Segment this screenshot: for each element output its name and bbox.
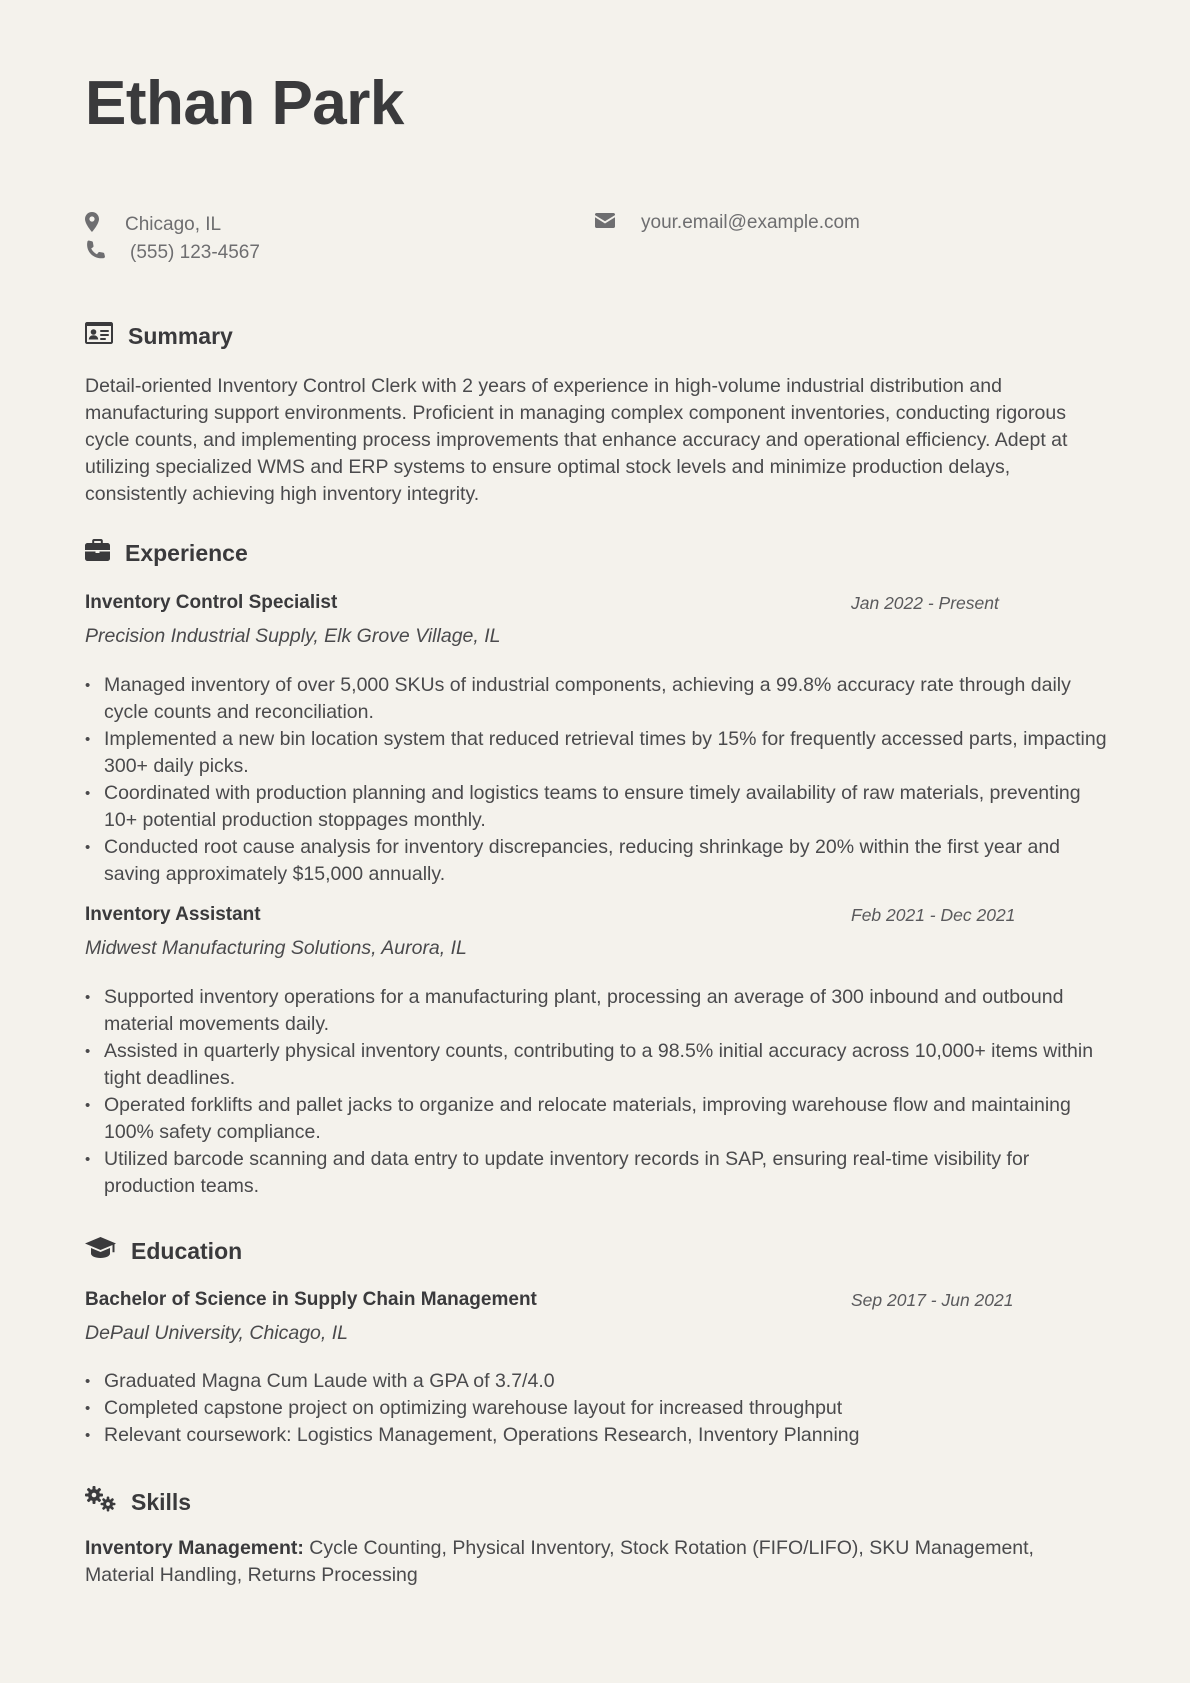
summary-heading <box>85 322 233 350</box>
skills-heading <box>85 1486 191 1518</box>
education-heading-text: Education <box>131 1237 243 1264</box>
list-item: • Graduated Magna Cum Laude with a GPA of 3.7/4.0 <box>85 1368 1107 1395</box>
email-text[interactable]: your.email@example.com <box>641 212 860 233</box>
summary-heading-text: Summary <box>128 322 233 349</box>
degree-title: Bachelor of Science in Supply Chain Management <box>85 1289 537 1310</box>
id-card-icon <box>85 322 128 350</box>
phone-text[interactable]: (555) 123-4567 <box>130 242 260 263</box>
skill-line <box>85 1535 1105 1589</box>
list-item: • Relevant coursework: Logistics Management, Operations Research, Inventory Planning <box>85 1422 1107 1449</box>
envelope-icon <box>595 212 641 234</box>
skills-heading-text: Skills <box>131 1488 192 1515</box>
list-item: • Implemented a new bin location system that reduced retrieval times by 15% for frequently accessed parts, impacting 300+ daily picks. <box>85 726 1107 780</box>
experience-heading <box>85 539 248 567</box>
skill-items: Cycle Counting, Physical Inventory, Stock Rotation (FIFO/LIFO), SKU Management, Material Handling, Returns Processing <box>85 1537 1034 1586</box>
education-bullets <box>85 1368 1107 1449</box>
job-bullets <box>85 672 1107 888</box>
job-title: Inventory Assistant <box>85 904 261 925</box>
gears-icon <box>85 1486 131 1518</box>
list-item: • Conducted root cause analysis for inventory discrepancies, reducing shrinkage by 20% within the first year and saving approximately $15,000 annually. <box>85 834 1107 888</box>
job-organization: Precision Industrial Supply, Elk Grove Village, IL <box>85 625 501 647</box>
job-bullets <box>85 984 1107 1200</box>
contact-phone <box>85 240 260 266</box>
education-dates: Sep 2017 - Jun 2021 <box>851 1290 1014 1310</box>
education-heading <box>85 1237 242 1265</box>
job-title: Inventory Control Specialist <box>85 592 338 613</box>
contact-email <box>595 212 860 234</box>
list-item: • Managed inventory of over 5,000 SKUs of industrial components, achieving a 99.8% accuracy rate through daily cycle counts and reconciliation. <box>85 672 1107 726</box>
location-text: Chicago, IL <box>125 214 222 235</box>
list-item: • Completed capstone project on optimizing warehouse layout for increased throughput <box>85 1395 1107 1422</box>
job-organization: Midwest Manufacturing Solutions, Aurora, IL <box>85 937 467 959</box>
graduation-cap-icon <box>85 1237 131 1265</box>
list-item: • Operated forklifts and pallet jacks to organize and relocate materials, improving warehouse flow and maintaining 100% safety compliance. <box>85 1092 1107 1146</box>
skill-category: Inventory Management: <box>85 1537 304 1559</box>
summary-text: Detail-oriented Inventory Control Clerk with 2 years of experience in high-volume industrial distribution and manufacturing support environments. Proficient in managing complex component inventories, conducting rigorous cycle counts, and implementing process improvements that enhance accuracy and operational efficiency. Adept at utilizing specialized WMS and ERP systems to ensure optimal stock levels and minimize production delays, consistently achieving high inventory integrity. <box>85 375 1068 505</box>
list-item: • Assisted in quarterly physical inventory counts, contributing to a 98.5% initial accuracy across 10,000+ items within tight deadlines. <box>85 1038 1107 1092</box>
contact-location <box>85 212 221 238</box>
job-dates: Feb 2021 - Dec 2021 <box>851 905 1016 925</box>
candidate-name: Ethan Park <box>85 69 404 138</box>
list-item: • Utilized barcode scanning and data entry to update inventory records in SAP, ensuring real-time visibility for production teams. <box>85 1146 1107 1200</box>
briefcase-icon <box>85 539 125 567</box>
map-marker-icon <box>85 212 125 238</box>
list-item: • Coordinated with production planning and logistics teams to ensure timely availability of raw materials, preventing 10+ potential production stoppages monthly. <box>85 780 1107 834</box>
job-dates: Jan 2022 - Present <box>851 593 999 613</box>
list-item: • Supported inventory operations for a manufacturing plant, processing an average of 300 inbound and outbound material movements daily. <box>85 984 1107 1038</box>
phone-icon <box>85 240 130 266</box>
experience-heading-text: Experience <box>125 539 248 566</box>
education-organization: DePaul University, Chicago, IL <box>85 1322 349 1344</box>
